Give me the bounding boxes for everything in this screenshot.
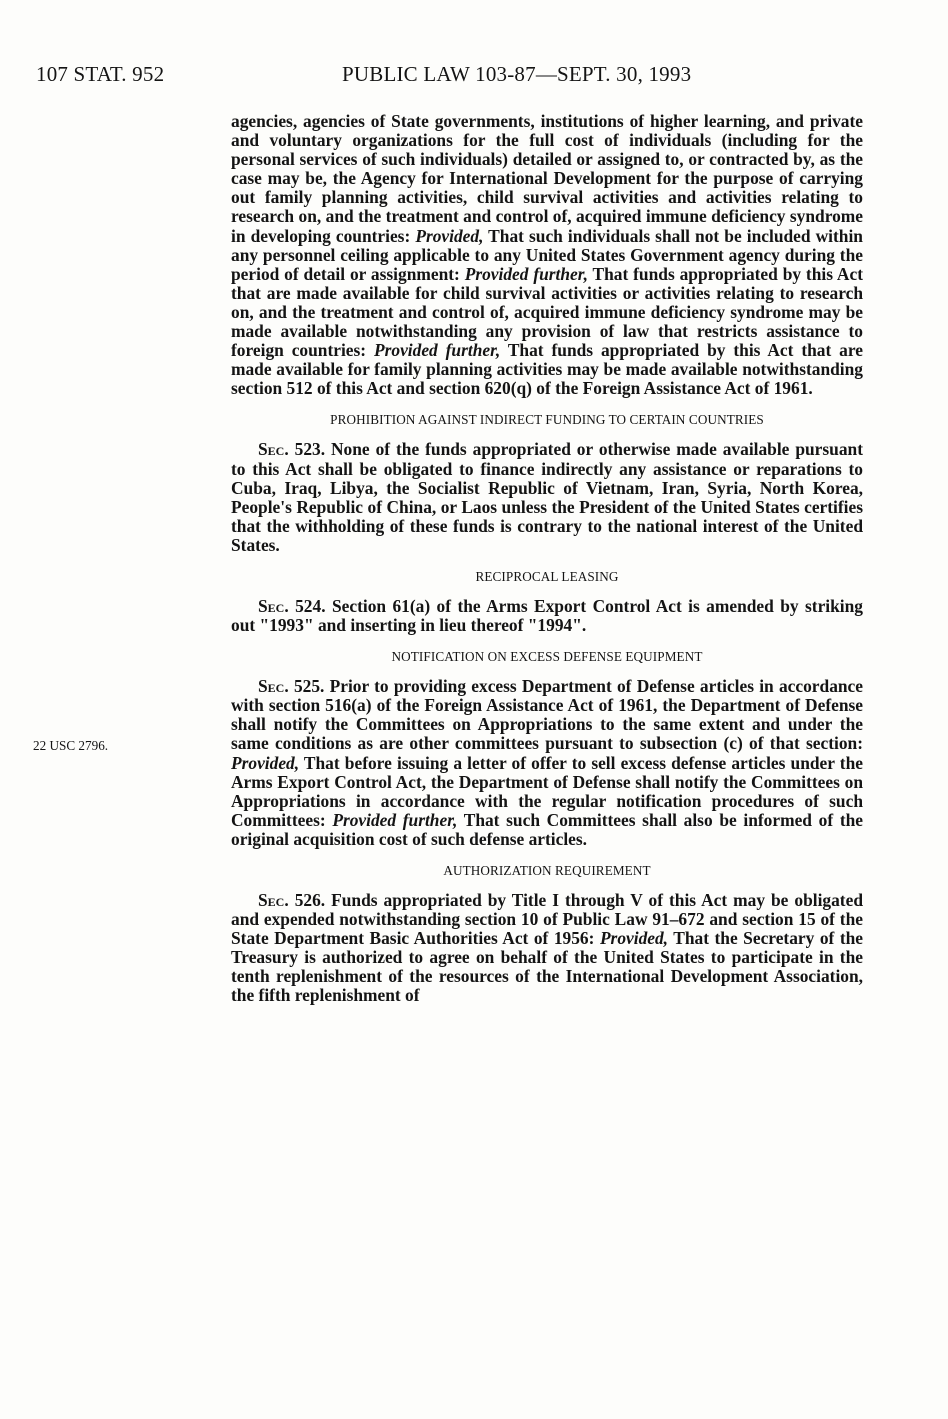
proviso-label: Provided further, bbox=[373, 340, 501, 361]
section-523-heading: PROHIBITION AGAINST INDIRECT FUNDING TO CERTAIN COUNTRIES bbox=[330, 412, 764, 428]
running-head bbox=[36, 62, 816, 90]
public-law-line: PUBLIC LAW 103-87—SEPT. 30, 1993 bbox=[342, 62, 692, 86]
section-525-text: That such Committees shall also be informed of the original acquisition cost of such defense articles. bbox=[231, 809, 863, 849]
section-525-text: That before issuing a letter of offer to sell excess defense articles under the Arms Export Control Act, the Department of Defense shall notify the Committees on Appropriations in accordance with the regular notification procedures of such Committees: bbox=[231, 752, 863, 830]
usc-margin-note: 22 USC 2796. bbox=[33, 738, 109, 753]
sec-label: Sec. bbox=[258, 595, 289, 616]
page-citation: 107 STAT. 952 bbox=[36, 62, 165, 86]
continuation-text: agencies, agencies of State governments, institutions of higher learning, and private and voluntary organizations for the full cost of individuals (including for the personal services of such individuals) detailed or assigned to, or contracted by, as the case may be, the Agency for International Development for the purpose of carrying out family planning activities, child survival activities and activities relating to research on, and the treatment and control of, acquired immune deficiency syndrome in developing countries: bbox=[231, 111, 863, 246]
section-524-paragraph bbox=[231, 597, 863, 635]
proviso-label: Provided further, bbox=[332, 809, 458, 830]
section-526-text: 526. Funds appropriated by Title I through V of this Act may be obligated and expended notwithstanding section 10 of Public Law 91–672 and section 15 of the State Department Basic Authorities Act of 1956: bbox=[231, 890, 863, 949]
sec-label: Sec. bbox=[258, 890, 289, 910]
section-523-paragraph bbox=[231, 440, 863, 555]
section-526-heading: AUTHORIZATION REQUIREMENT bbox=[443, 863, 651, 878]
sec-label: Sec. bbox=[258, 676, 289, 697]
proviso-label: Provided further, bbox=[464, 263, 588, 284]
proviso-label: Provided, bbox=[231, 752, 300, 773]
section-525-paragraph bbox=[231, 677, 863, 849]
body-column bbox=[231, 112, 863, 1006]
section-526-text: That the Secretary of the Treasury is authorized to agree on behalf of the United States to participate in the tenth replenishment of the resources of the International Development Association, the fifth replenishment of bbox=[231, 928, 864, 1006]
continuation-text: That funds appropriated by this Act that are made available for child survival activities or activities relating to research on, and the treatment and control of, acquired immune deficiency syndrome may be made available notwithstanding any provision of law that restricts assistance to foreign countries: bbox=[231, 263, 863, 361]
section-524-heading: RECIPROCAL LEASING bbox=[475, 568, 619, 584]
continued-paragraph bbox=[231, 112, 863, 398]
sec-label: Sec. bbox=[258, 439, 289, 460]
proviso-label: Provided, bbox=[599, 928, 669, 949]
proviso-label: Provided, bbox=[415, 225, 484, 246]
continuation-text: That such individuals shall not be included within any personnel ceiling applicable to any United States Government agency during the period of detail or assignment: bbox=[231, 225, 863, 284]
continuation-text: That funds appropriated by this Act that are made available for family planning activities may be made available notwithstanding section 512 of this Act and section 620(q) of the Foreign Assistance Act of 1961. bbox=[231, 340, 863, 399]
section-523-text: 523. None of the funds appropriated or otherwise made available pursuant to this Act shall be obligated to finance indirectly any assistance or reparations to Cuba, Iraq, Libya, the Socialist Republic of Vietnam, Iran, Syria, North Korea, People's Republic of China, or Laos unless the President of the United States certifies that the withholding of these funds is contrary to the national interest of the United States. bbox=[231, 439, 863, 555]
section-525-heading: NOTIFICATION ON EXCESS DEFENSE EQUIPMENT bbox=[391, 649, 703, 665]
section-524-text: 524. Section 61(a) of the Arms Export Control Act is amended by striking out "1993" and inserting in lieu thereof "1994". bbox=[231, 595, 863, 636]
section-526-paragraph bbox=[231, 891, 863, 1006]
section-525-text: 525. Prior to providing excess Department of Defense articles in accordance with section 516(a) of the Foreign Assistance Act of 1961, the Department of Defense shall notify the Committees on Appropriations to the same extent and under the same conditions as are other committees pursuant to subsection (c) of that section: bbox=[231, 676, 863, 754]
